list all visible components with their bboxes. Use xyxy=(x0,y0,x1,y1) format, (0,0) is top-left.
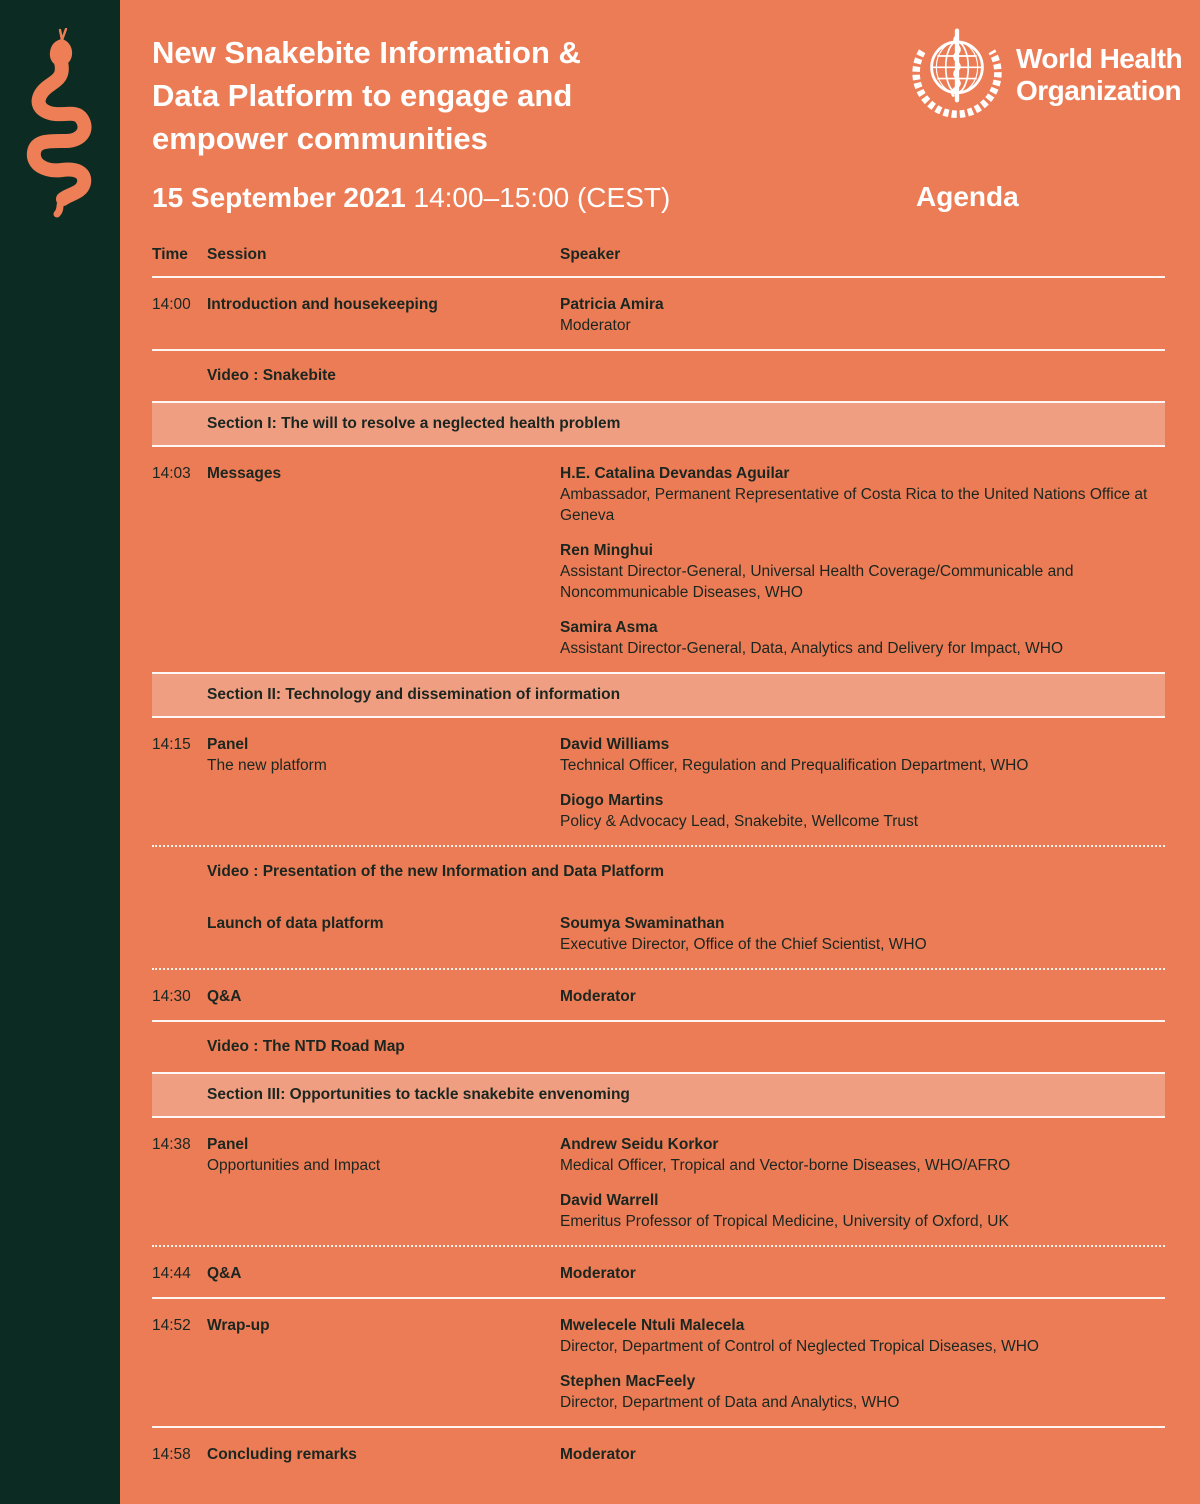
speaker-block xyxy=(560,1444,1165,1465)
speaker-cell xyxy=(560,734,1165,832)
session-time: 14:38 xyxy=(152,1136,191,1153)
session-time: 14:03 xyxy=(152,465,191,482)
speaker-cell xyxy=(560,1444,1165,1465)
agenda-rows xyxy=(152,278,1165,1478)
column-header-session: Session xyxy=(207,246,267,263)
speaker-name: Samira Asma xyxy=(560,619,658,636)
column-header-speaker: Speaker xyxy=(560,246,621,263)
who-emblem-icon xyxy=(910,25,1004,124)
section-label: Section II: Technology and dissemination of information xyxy=(207,686,621,703)
speaker-block xyxy=(560,790,1165,832)
section-band xyxy=(152,401,1165,447)
snake-icon xyxy=(0,28,120,218)
session-time: 14:52 xyxy=(152,1317,191,1334)
event-title-line2: Data Platform to engage and xyxy=(152,78,573,113)
session-title: Q&A xyxy=(207,988,242,1005)
session-cell xyxy=(207,734,560,832)
session-title: Introduction and housekeeping xyxy=(207,296,438,313)
speaker-description: Moderator xyxy=(560,317,631,334)
speaker-block xyxy=(560,617,1165,659)
session-cell xyxy=(207,986,560,1007)
agenda-row xyxy=(152,1428,1165,1478)
event-title xyxy=(152,31,872,160)
speaker-cell xyxy=(560,1315,1165,1413)
speaker-description: Assistant Director-General, Universal Health Coverage/Communicable and Noncommunicable Diseases, WHO xyxy=(560,563,1074,601)
speaker-name: Moderator xyxy=(560,988,636,1005)
speaker-name: Mwelecele Ntuli Malecela xyxy=(560,1317,745,1334)
session-cell xyxy=(207,1444,560,1465)
session-time: 14:00 xyxy=(152,296,191,313)
agenda-row-video xyxy=(152,1022,1165,1072)
session-title: Launch of data platform xyxy=(207,915,384,932)
event-title-line3: empower communities xyxy=(152,121,488,156)
who-logo-line2: Organization xyxy=(1016,74,1182,106)
session-title: Concluding remarks xyxy=(207,1446,357,1463)
speaker-description: Medical Officer, Tropical and Vector-borne Diseases, WHO/AFRO xyxy=(560,1157,1011,1174)
speaker-name: Patricia Amira xyxy=(560,296,664,313)
session-time: 14:58 xyxy=(152,1446,191,1463)
session-cell xyxy=(207,463,560,659)
speaker-block xyxy=(560,1315,1165,1357)
speaker-name: Stephen MacFeely xyxy=(560,1373,696,1390)
speaker-name: Ren Minghui xyxy=(560,542,653,559)
session-cell xyxy=(207,294,560,336)
agenda-row xyxy=(152,970,1165,1022)
speaker-block xyxy=(560,1263,1165,1284)
speaker-name: David Warrell xyxy=(560,1192,659,1209)
session-time: 14:15 xyxy=(152,736,191,753)
speaker-block xyxy=(560,294,1165,336)
speaker-description: Director, Department of Control of Neglected Tropical Diseases, WHO xyxy=(560,1338,1039,1355)
agenda-row xyxy=(152,1247,1165,1299)
speaker-description: Director, Department of Data and Analytics, WHO xyxy=(560,1394,900,1411)
session-time: 14:44 xyxy=(152,1265,191,1282)
table-header xyxy=(152,246,1165,278)
session-title: Panel xyxy=(207,736,249,753)
speaker-name: Andrew Seidu Korkor xyxy=(560,1136,719,1153)
session-cell xyxy=(207,1263,560,1284)
column-header-time: Time xyxy=(152,246,188,263)
speaker-cell xyxy=(560,986,1165,1007)
who-logo xyxy=(910,25,1182,124)
speaker-name: Soumya Swaminathan xyxy=(560,915,725,932)
speaker-description: Ambassador, Permanent Representative of Costa Rica to the United Nations Office at Geneva xyxy=(560,486,1148,524)
speaker-block xyxy=(560,463,1165,526)
video-title: Video : Presentation of the new Information and Data Platform xyxy=(207,863,665,880)
speaker-cell xyxy=(560,294,1165,336)
section-label: Section I: The will to resolve a neglected health problem xyxy=(207,415,621,432)
speaker-description: Policy & Advocacy Lead, Snakebite, Wellcome Trust xyxy=(560,813,919,830)
agenda-row xyxy=(152,897,1165,970)
speaker-block xyxy=(560,1134,1165,1176)
speaker-name: David Williams xyxy=(560,736,670,753)
session-cell xyxy=(207,1134,560,1232)
speaker-block xyxy=(560,913,1165,955)
video-title: Video : Snakebite xyxy=(207,367,336,384)
session-time: 14:30 xyxy=(152,988,191,1005)
speaker-block xyxy=(560,1190,1165,1232)
section-band xyxy=(152,672,1165,718)
speaker-description: Emeritus Professor of Tropical Medicine, University of Oxford, UK xyxy=(560,1213,1009,1230)
speaker-cell xyxy=(560,463,1165,659)
who-logo-line1: World Health xyxy=(1016,42,1183,74)
speaker-description: Assistant Director-General, Data, Analytics and Delivery for Impact, WHO xyxy=(560,640,1064,657)
who-logo-text xyxy=(1016,43,1182,107)
session-cell xyxy=(207,1315,560,1413)
agenda-row xyxy=(152,718,1165,847)
video-title: Video : The NTD Road Map xyxy=(207,1038,405,1055)
speaker-description: Executive Director, Office of the Chief Scientist, WHO xyxy=(560,936,927,953)
session-subtitle: The new platform xyxy=(207,757,327,774)
speaker-cell xyxy=(560,1263,1165,1284)
speaker-name: Moderator xyxy=(560,1265,636,1282)
sidebar xyxy=(0,0,120,1504)
agenda-row xyxy=(152,278,1165,351)
agenda-label: Agenda xyxy=(916,181,1019,212)
speaker-block xyxy=(560,986,1165,1007)
speaker-name: H.E. Catalina Devandas Aguilar xyxy=(560,465,790,482)
agenda-row xyxy=(152,1299,1165,1428)
session-cell xyxy=(207,913,560,955)
speaker-block xyxy=(560,1371,1165,1413)
speaker-description: Technical Officer, Regulation and Prequalification Department, WHO xyxy=(560,757,1029,774)
section-label: Section III: Opportunities to tackle snakebite envenoming xyxy=(207,1086,630,1103)
session-title: Messages xyxy=(207,465,282,482)
session-title: Q&A xyxy=(207,1265,242,1282)
session-title: Panel xyxy=(207,1136,249,1153)
session-title: Wrap-up xyxy=(207,1317,270,1334)
speaker-name: Moderator xyxy=(560,1446,636,1463)
speaker-block xyxy=(560,540,1165,603)
section-band xyxy=(152,1072,1165,1118)
agenda-row xyxy=(152,1118,1165,1247)
event-date-time: 14:00–15:00 (CEST) xyxy=(405,182,671,213)
agenda-row xyxy=(152,447,1165,672)
session-time xyxy=(152,913,207,955)
speaker-name: Diogo Martins xyxy=(560,792,664,809)
agenda-row-video xyxy=(152,847,1165,897)
agenda-page xyxy=(120,0,1200,1504)
event-title-line1: New Snakebite Information & xyxy=(152,35,581,70)
agenda-row-video xyxy=(152,351,1165,401)
speaker-cell xyxy=(560,1134,1165,1232)
speaker-block xyxy=(560,734,1165,776)
event-date-day: 15 September 2021 xyxy=(152,182,406,213)
speaker-cell xyxy=(560,913,1165,955)
session-subtitle: Opportunities and Impact xyxy=(207,1157,381,1174)
